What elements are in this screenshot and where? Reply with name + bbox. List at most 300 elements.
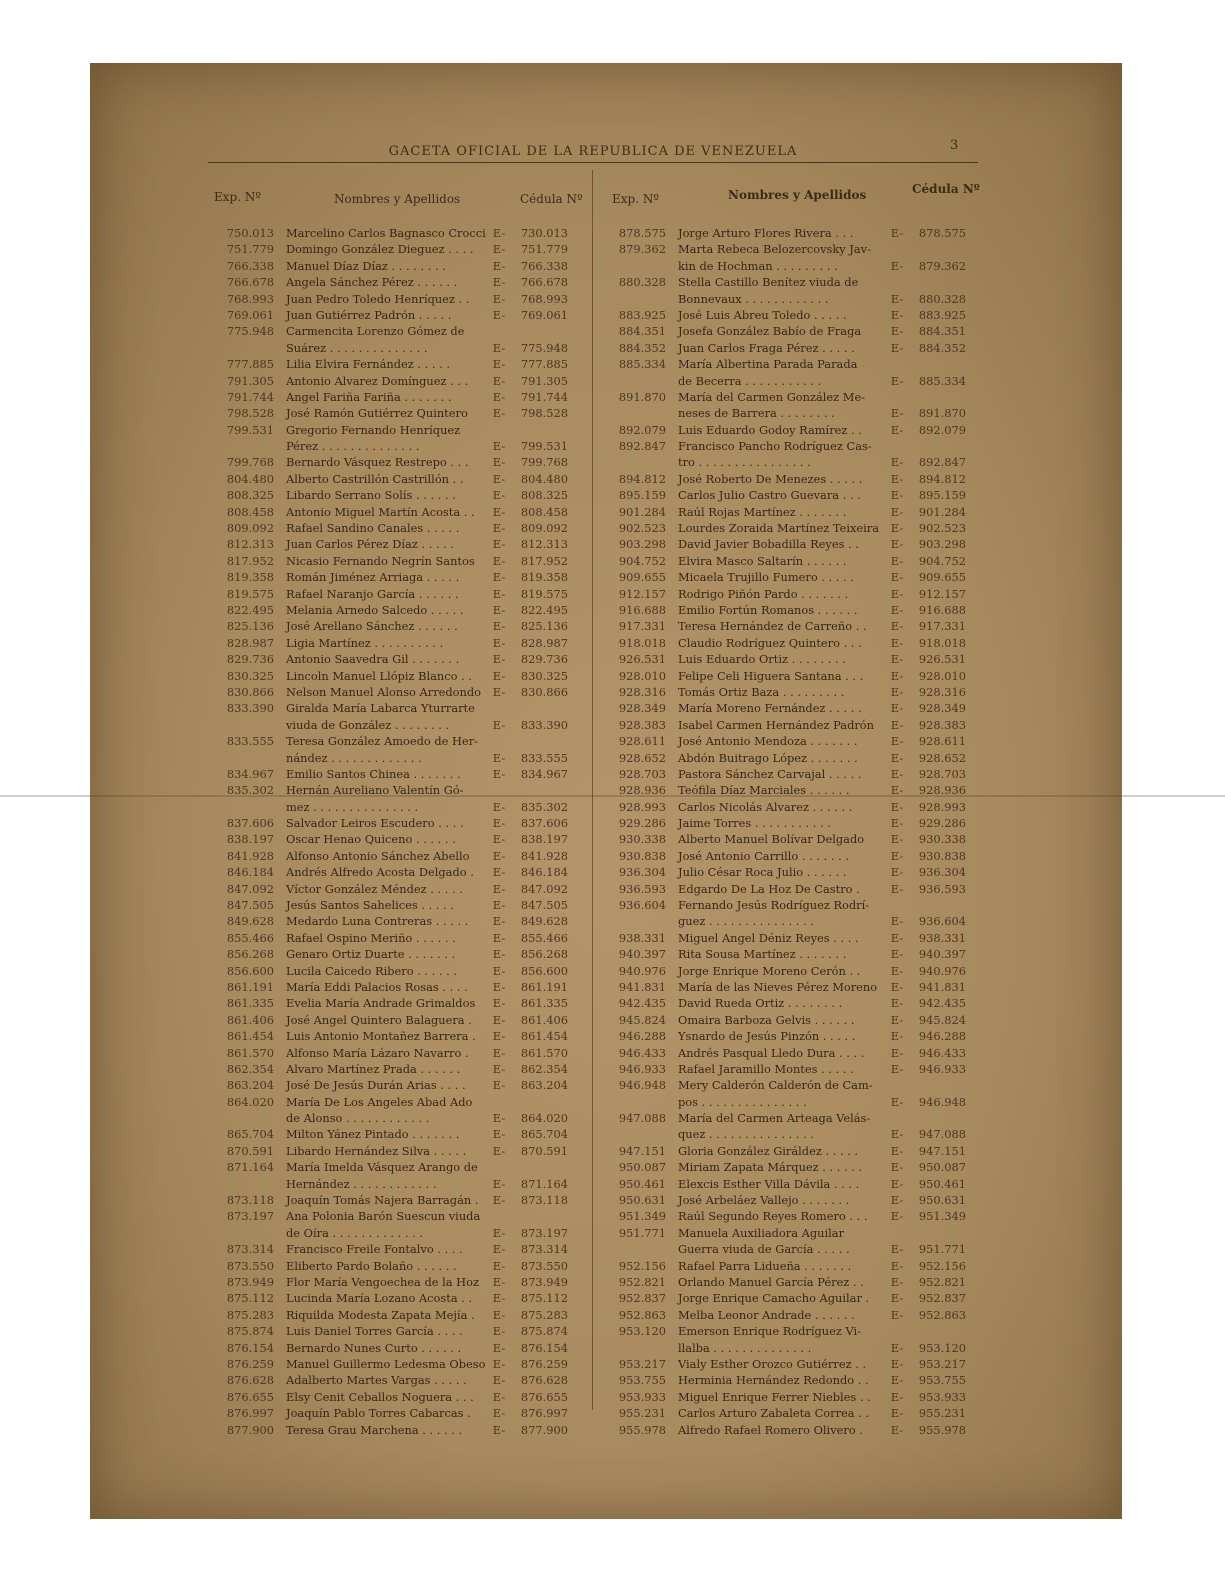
- entry-cedula: 946.948: [918, 1094, 966, 1109]
- register-entry: [604, 1077, 966, 1093]
- entry-e-prefix: E-: [890, 799, 904, 814]
- register-entry: [604, 569, 966, 585]
- entry-exp-number: 856.600: [226, 963, 274, 978]
- entry-cedula: 819.358: [520, 570, 568, 585]
- entry-e-prefix: E-: [890, 1094, 904, 1109]
- register-entry: [212, 1290, 568, 1306]
- entry-name: Manuela Auxiliadora Aguilar: [678, 1225, 845, 1240]
- register-entry: [604, 1290, 966, 1306]
- register-entry: [604, 1176, 966, 1192]
- entry-name: Milton Yánez Pintado . . . . . . .: [286, 1127, 460, 1142]
- register-entry: [212, 274, 568, 290]
- entry-exp-number: 876.154: [226, 1340, 274, 1355]
- register-entry: [212, 930, 568, 946]
- entry-exp-number: 849.628: [226, 914, 274, 929]
- entry-e-prefix: E-: [492, 291, 506, 306]
- entry-e-prefix: E-: [890, 750, 904, 765]
- entry-cedula: 830.866: [520, 684, 568, 699]
- entry-name: David Javier Bobadilla Reyes . .: [678, 537, 859, 552]
- entry-cedula: 846.184: [520, 865, 568, 880]
- register-entry: [604, 586, 966, 602]
- entry-cedula: 940.397: [918, 947, 966, 962]
- entry-exp-number: 871.164: [226, 1160, 274, 1175]
- entry-e-prefix: E-: [492, 1111, 506, 1126]
- entry-exp-number: 904.752: [618, 553, 666, 568]
- register-entry: [604, 1126, 966, 1142]
- register-entry: [212, 848, 568, 864]
- entry-exp-number: 918.018: [618, 635, 666, 650]
- entry-exp-number: 879.362: [618, 242, 666, 257]
- entry-exp-number: 865.704: [226, 1127, 274, 1142]
- register-entry: [212, 1405, 568, 1421]
- entry-exp-number: 846.184: [226, 865, 274, 880]
- entry-cedula: 861.335: [520, 996, 568, 1011]
- entry-name: María del Carmen González Me-: [678, 389, 866, 404]
- register-entry: [212, 1389, 568, 1405]
- entry-e-prefix: E-: [492, 1275, 506, 1289]
- register-entry: [212, 225, 568, 241]
- entry-name: Giralda María Labarca Yturrarte: [286, 701, 475, 716]
- entry-name: Nicasio Fernando Negrín Santos: [286, 553, 475, 568]
- entry-cedula: 946.433: [918, 1045, 966, 1060]
- register-entry: [604, 258, 966, 274]
- entry-name: guez . . . . . . . . . . . . . . .: [678, 914, 814, 929]
- register-entry: [212, 1307, 568, 1323]
- entry-exp-number: 828.987: [226, 635, 274, 650]
- entry-exp-number: 864.020: [226, 1094, 274, 1109]
- entry-cedula: 951.771: [918, 1242, 966, 1257]
- entry-cedula: 835.302: [520, 799, 568, 814]
- entry-exp-number: 808.458: [226, 504, 274, 519]
- entry-exp-number: 873.118: [226, 1193, 274, 1208]
- register-entry: [212, 717, 568, 733]
- entry-exp-number: 930.338: [618, 832, 666, 847]
- register-entry: [212, 766, 568, 782]
- entry-e-prefix: E-: [492, 1012, 506, 1027]
- entry-name: Hernández . . . . . . . . . . . .: [286, 1176, 437, 1191]
- entry-name: Mery Calderón Calderón de Cam-: [678, 1078, 873, 1093]
- entry-e-prefix: E-: [890, 488, 904, 503]
- entry-e-prefix: [886, 356, 908, 372]
- entry-exp-number: 876.628: [226, 1373, 274, 1388]
- entry-name: Tomás Ortiz Baza . . . . . . . . .: [678, 684, 845, 699]
- register-entry: [604, 717, 966, 733]
- entry-name: Isabel Carmen Hernández Padrón: [678, 717, 874, 732]
- entry-name: Andrés Alfredo Acosta Delgado .: [286, 865, 474, 880]
- register-entry: [604, 831, 966, 847]
- entry-e-prefix: E-: [492, 570, 506, 585]
- register-entry: [212, 487, 568, 503]
- entry-exp-number: 953.933: [618, 1389, 666, 1404]
- entry-e-prefix: E-: [890, 816, 904, 831]
- entry-cedula: 903.298: [918, 537, 966, 552]
- entry-exp-number: 875.874: [226, 1324, 274, 1339]
- register-entry: [212, 258, 568, 274]
- entry-e-prefix: E-: [890, 324, 904, 339]
- entry-exp-number: 880.328: [618, 275, 666, 290]
- entry-e-prefix: E-: [492, 635, 506, 650]
- left-col-head-cedula: Cédula Nº: [520, 192, 583, 206]
- register-entry: [212, 799, 568, 815]
- entry-e-prefix: E-: [492, 602, 506, 617]
- entry-e-prefix: [886, 1225, 908, 1241]
- entry-name: María del Carmen Arteaga Velás-: [678, 1111, 871, 1126]
- entry-name: Jaime Torres . . . . . . . . . . .: [678, 816, 831, 831]
- register-entry: [212, 504, 568, 520]
- entry-e-prefix: E-: [492, 258, 506, 273]
- entry-e-prefix: E-: [492, 488, 506, 503]
- entry-name: de Oíra . . . . . . . . . . . . .: [286, 1225, 424, 1240]
- entry-e-prefix: E-: [890, 1061, 904, 1076]
- entry-exp-number: 928.349: [618, 701, 666, 716]
- entry-name: Jorge Arturo Flores Rivera . . .: [678, 226, 854, 240]
- entry-name: José De Jesús Durán Arias . . . .: [286, 1078, 466, 1093]
- entry-exp-number: 946.433: [618, 1045, 666, 1060]
- entry-e-prefix: E-: [492, 1258, 506, 1273]
- entry-exp-number: 833.555: [226, 734, 274, 749]
- register-entry: [212, 536, 568, 552]
- entry-name: Marta Rebeca Belozercovsky Jav-: [678, 242, 871, 257]
- entry-cedula: 950.087: [918, 1160, 966, 1175]
- entry-name: Rafael Naranjo García . . . . . .: [286, 586, 459, 601]
- entry-exp-number: 812.313: [226, 537, 274, 552]
- register-entry: [604, 389, 966, 405]
- entry-e-prefix: E-: [890, 734, 904, 749]
- entry-exp-number: 877.900: [226, 1422, 274, 1437]
- entry-cedula: 875.283: [520, 1307, 568, 1322]
- entry-exp-number: 835.302: [226, 783, 274, 798]
- entry-e-prefix: E-: [890, 553, 904, 568]
- entry-name: Elexcis Esther Villa Dávila . . . .: [678, 1176, 860, 1191]
- register-entry: [604, 1340, 966, 1356]
- register-entry: [212, 1061, 568, 1077]
- entry-exp-number: 830.325: [226, 668, 274, 683]
- entry-e-prefix: E-: [492, 1029, 506, 1044]
- entry-exp-number: 873.949: [226, 1275, 274, 1289]
- register-entry: [604, 520, 966, 536]
- entry-exp-number: 804.480: [226, 471, 274, 486]
- entry-exp-number: 875.112: [226, 1291, 274, 1306]
- entry-e-prefix: E-: [492, 357, 506, 372]
- register-entry: [604, 1405, 966, 1421]
- entry-name: Andrés Pasqual Lledo Dura . . . .: [678, 1045, 865, 1060]
- entry-cedula: 916.688: [918, 602, 966, 617]
- entry-cedula: [510, 782, 568, 798]
- register-entry: [604, 1159, 966, 1175]
- register-entry: [604, 422, 966, 438]
- entry-cedula: [510, 733, 568, 749]
- entry-name: Adalberto Martes Vargas . . . . .: [286, 1373, 467, 1388]
- entry-exp-number: [604, 291, 666, 307]
- entry-cedula: 809.092: [520, 521, 568, 536]
- entry-name: Orlando Manuel García Pérez . .: [678, 1275, 864, 1289]
- entry-exp-number: 936.593: [618, 881, 666, 896]
- entry-e-prefix: E-: [890, 521, 904, 536]
- entry-exp-number: 841.928: [226, 848, 274, 863]
- entry-exp-number: 766.338: [226, 258, 274, 273]
- entry-exp-number: 947.088: [618, 1111, 666, 1126]
- entry-name: Carlos Nicolás Alvarez . . . . . .: [678, 799, 853, 814]
- register-entry: [212, 1110, 568, 1126]
- entry-e-prefix: E-: [890, 1373, 904, 1388]
- register-entry: [604, 618, 966, 634]
- entry-exp-number: 928.010: [618, 668, 666, 683]
- entry-name: Bonnevaux . . . . . . . . . . . .: [678, 291, 829, 306]
- entry-name: Felipe Celi Higuera Santana . . .: [678, 668, 864, 683]
- entry-e-prefix: E-: [492, 373, 506, 388]
- entry-e-prefix: E-: [492, 455, 506, 470]
- entry-e-prefix: E-: [492, 406, 506, 421]
- register-entry: [604, 602, 966, 618]
- entry-cedula: 952.156: [918, 1258, 966, 1273]
- entry-exp-number: 953.217: [618, 1356, 666, 1371]
- entry-e-prefix: E-: [890, 471, 904, 486]
- entry-cedula: [510, 700, 568, 716]
- entry-e-prefix: E-: [890, 258, 904, 273]
- entry-exp-number: 822.495: [226, 602, 274, 617]
- entry-e-prefix: E-: [890, 963, 904, 978]
- entry-exp-number: 863.204: [226, 1078, 274, 1093]
- entry-name: Rafael Ospino Meriño . . . . . .: [286, 930, 456, 945]
- entry-name: José Antonio Carrillo . . . . . . .: [678, 848, 849, 863]
- register-entry: [604, 963, 966, 979]
- entry-e-prefix: E-: [890, 1143, 904, 1158]
- entry-e-prefix: E-: [890, 1193, 904, 1208]
- entry-e-prefix: E-: [890, 373, 904, 388]
- entry-name: llalba . . . . . . . . . . . . . .: [678, 1340, 812, 1355]
- entry-e-prefix: E-: [890, 996, 904, 1011]
- entry-exp-number: [604, 1126, 666, 1142]
- entry-exp-number: 901.284: [618, 504, 666, 519]
- entry-name: María Imelda Vásquez Arango de: [286, 1160, 478, 1175]
- entry-cedula: 884.351: [918, 324, 966, 339]
- entry-name: Teresa González Amoedo de Her-: [286, 734, 479, 749]
- entry-exp-number: 856.268: [226, 947, 274, 962]
- entry-e-prefix: E-: [492, 619, 506, 634]
- entry-e-prefix: E-: [890, 455, 904, 470]
- entry-exp-number: 861.191: [226, 979, 274, 994]
- entry-exp-number: 952.156: [618, 1258, 666, 1273]
- entry-e-prefix: E-: [890, 1389, 904, 1404]
- entry-name: nández . . . . . . . . . . . . .: [286, 750, 422, 765]
- entry-e-prefix: E-: [492, 750, 506, 765]
- entry-cedula: 951.349: [918, 1209, 966, 1224]
- register-entry: [604, 946, 966, 962]
- register-entry: [604, 1356, 966, 1372]
- register-entry: [212, 1126, 568, 1142]
- entry-cedula: 822.495: [520, 602, 568, 617]
- right-col-head-names: Nombres y Apellidos: [728, 188, 867, 202]
- entry-exp-number: 947.151: [618, 1143, 666, 1158]
- entry-name: mez . . . . . . . . . . . . . . .: [286, 799, 419, 814]
- register-entry: [604, 1012, 966, 1028]
- entry-e-prefix: E-: [492, 1373, 506, 1388]
- entry-exp-number: 936.304: [618, 865, 666, 880]
- entry-name: Manuel Guillermo Ledesma Obeso: [286, 1356, 486, 1371]
- register-entry: [212, 323, 568, 339]
- entry-name: Hernán Aureliano Valentín Gó-: [286, 783, 464, 798]
- entry-cedula: 870.591: [520, 1143, 568, 1158]
- register-entry: [212, 1372, 568, 1388]
- entry-exp-number: 873.550: [226, 1258, 274, 1273]
- entry-name: Antonio Saavedra Gil . . . . . . .: [286, 652, 460, 667]
- entry-e-prefix: E-: [890, 717, 904, 732]
- entry-exp-number: 766.678: [226, 275, 274, 290]
- entry-name: Domingo González Dieguez . . . .: [286, 242, 474, 257]
- entry-name: neses de Barrera . . . . . . . .: [678, 406, 835, 421]
- register-entry: [604, 750, 966, 766]
- entry-name: Alfonso Antonio Sánchez Abello: [286, 848, 470, 863]
- entry-exp-number: 830.866: [226, 684, 274, 699]
- entry-e-prefix: E-: [890, 766, 904, 781]
- entry-e-prefix: E-: [890, 1029, 904, 1044]
- entry-e-prefix: [886, 1323, 908, 1339]
- entry-cedula: 861.454: [520, 1029, 568, 1044]
- register-entry: [212, 913, 568, 929]
- entry-cedula: [908, 897, 966, 913]
- entry-cedula: 847.505: [520, 898, 568, 913]
- entry-cedula: 878.575: [918, 226, 966, 240]
- entry-exp-number: 950.461: [618, 1176, 666, 1191]
- entry-exp-number: 875.283: [226, 1307, 274, 1322]
- entry-exp-number: 808.325: [226, 488, 274, 503]
- register-entry: [604, 979, 966, 995]
- entry-name: Melania Arnedo Salcedo . . . . .: [286, 602, 464, 617]
- entry-cedula: 930.838: [918, 848, 966, 863]
- entry-cedula: 812.313: [520, 537, 568, 552]
- register-entry: [212, 963, 568, 979]
- entry-e-prefix: E-: [492, 307, 506, 322]
- entry-e-prefix: E-: [492, 1389, 506, 1404]
- entry-name: Rodrigo Piñón Pardo . . . . . . .: [678, 586, 849, 601]
- entry-cedula: [908, 241, 966, 257]
- register-entry: [604, 799, 966, 815]
- register-entry: [212, 422, 568, 438]
- register-entry: [212, 1143, 568, 1159]
- entry-e-prefix: E-: [492, 1307, 506, 1322]
- entry-name: Juan Gutiérrez Padrón . . . . .: [286, 307, 452, 322]
- entry-exp-number: 878.575: [618, 226, 666, 240]
- entry-exp-number: [212, 717, 274, 733]
- entry-cedula: [908, 356, 966, 372]
- entry-cedula: 873.550: [520, 1258, 568, 1273]
- entry-e-prefix: E-: [890, 586, 904, 601]
- entry-exp-number: 950.631: [618, 1193, 666, 1208]
- entry-name: Carmencita Lorenzo Gómez de: [286, 324, 465, 339]
- entry-name: Teresa Grau Marchena . . . . . .: [286, 1422, 463, 1437]
- entry-name: Vialy Esther Orozco Gutiérrez . .: [678, 1356, 867, 1371]
- entry-e-prefix: E-: [492, 504, 506, 519]
- entry-name: José Antonio Mendoza . . . . . . .: [678, 734, 858, 749]
- entry-exp-number: 941.831: [618, 979, 666, 994]
- entry-name: Francisco Freile Fontalvo . . . .: [286, 1242, 463, 1257]
- entry-name: Abdón Buitrago López . . . . . . .: [678, 750, 858, 765]
- register-entry: [212, 897, 568, 913]
- entry-name: Luis Antonio Montañez Barrera .: [286, 1029, 476, 1044]
- register-entry: [604, 700, 966, 716]
- entry-exp-number: 942.435: [618, 996, 666, 1011]
- entry-name: Genaro Ortiz Duarte . . . . . . .: [286, 947, 456, 962]
- entry-name: Gregorio Fernando Henríquez: [286, 422, 461, 437]
- entry-exp-number: 955.978: [618, 1422, 666, 1437]
- entry-exp-number: 791.305: [226, 373, 274, 388]
- entry-cedula: 902.523: [918, 521, 966, 536]
- entry-cedula: 856.268: [520, 947, 568, 962]
- entry-exp-number: [604, 373, 666, 389]
- register-entry: [604, 1225, 966, 1241]
- left-register-column: [212, 225, 568, 1438]
- entry-name: José Arbeláez Vallejo . . . . . . .: [678, 1193, 850, 1208]
- entry-e-prefix: E-: [492, 226, 506, 240]
- entry-exp-number: 894.812: [618, 471, 666, 486]
- entry-e-prefix: E-: [492, 586, 506, 601]
- entry-cedula: 873.197: [520, 1225, 568, 1240]
- entry-cedula: 891.870: [918, 406, 966, 421]
- register-entry: [604, 323, 966, 339]
- register-entry: [604, 504, 966, 520]
- entry-name: Alberto Castrillón Castrillón . .: [286, 471, 464, 486]
- entry-e-prefix: E-: [890, 1127, 904, 1142]
- entry-e-prefix: E-: [890, 1422, 904, 1437]
- register-entry: [212, 1045, 568, 1061]
- entry-e-prefix: E-: [492, 881, 506, 896]
- entry-exp-number: 928.316: [618, 684, 666, 699]
- entry-e-prefix: [886, 389, 908, 405]
- entry-cedula: 837.606: [520, 816, 568, 831]
- entry-cedula: 950.631: [918, 1193, 966, 1208]
- entry-e-prefix: E-: [492, 1225, 506, 1240]
- entry-e-prefix: [886, 274, 908, 290]
- entry-cedula: 928.611: [918, 734, 966, 749]
- entry-name: Alvaro Martínez Prada . . . . . .: [286, 1061, 461, 1076]
- entry-exp-number: 946.948: [618, 1078, 666, 1093]
- entry-name: pos . . . . . . . . . . . . . . .: [678, 1094, 807, 1109]
- entry-name: Manuel Díaz Díaz . . . . . . . .: [286, 258, 446, 273]
- register-entry: [604, 1061, 966, 1077]
- entry-cedula: 856.600: [520, 963, 568, 978]
- entry-exp-number: [212, 1225, 274, 1241]
- entry-e-prefix: E-: [890, 226, 904, 240]
- entry-exp-number: 883.925: [618, 307, 666, 322]
- register-entry: [604, 864, 966, 880]
- entry-cedula: [908, 438, 966, 454]
- entry-e-prefix: E-: [890, 881, 904, 896]
- entry-exp-number: 861.570: [226, 1045, 274, 1060]
- entry-exp-number: 819.575: [226, 586, 274, 601]
- register-entry: [604, 471, 966, 487]
- entry-cedula: 917.331: [918, 619, 966, 634]
- entry-e-prefix: E-: [890, 1160, 904, 1175]
- register-entry: [212, 405, 568, 421]
- entry-exp-number: 946.288: [618, 1029, 666, 1044]
- entry-name: Jorge Enrique Camacho Aguilar .: [678, 1291, 870, 1306]
- entry-name: Teófila Díaz Marciales . . . . . .: [678, 783, 850, 798]
- entry-cedula: 791.744: [520, 389, 568, 404]
- entry-e-prefix: [886, 1110, 908, 1126]
- entry-cedula: 928.010: [918, 668, 966, 683]
- entry-cedula: 791.305: [520, 373, 568, 388]
- entry-name: Omaira Barboza Gelvis . . . . . .: [678, 1012, 855, 1027]
- entry-e-prefix: E-: [492, 389, 506, 404]
- entry-cedula: 861.570: [520, 1045, 568, 1060]
- entry-cedula: 950.461: [918, 1176, 966, 1191]
- entry-e-prefix: [886, 241, 908, 257]
- entry-e-prefix: E-: [492, 898, 506, 913]
- entry-exp-number: 855.466: [226, 930, 274, 945]
- register-entry: [604, 1192, 966, 1208]
- entry-cedula: 955.231: [918, 1406, 966, 1421]
- entry-name: Luis Eduardo Ortiz . . . . . . . .: [678, 652, 846, 667]
